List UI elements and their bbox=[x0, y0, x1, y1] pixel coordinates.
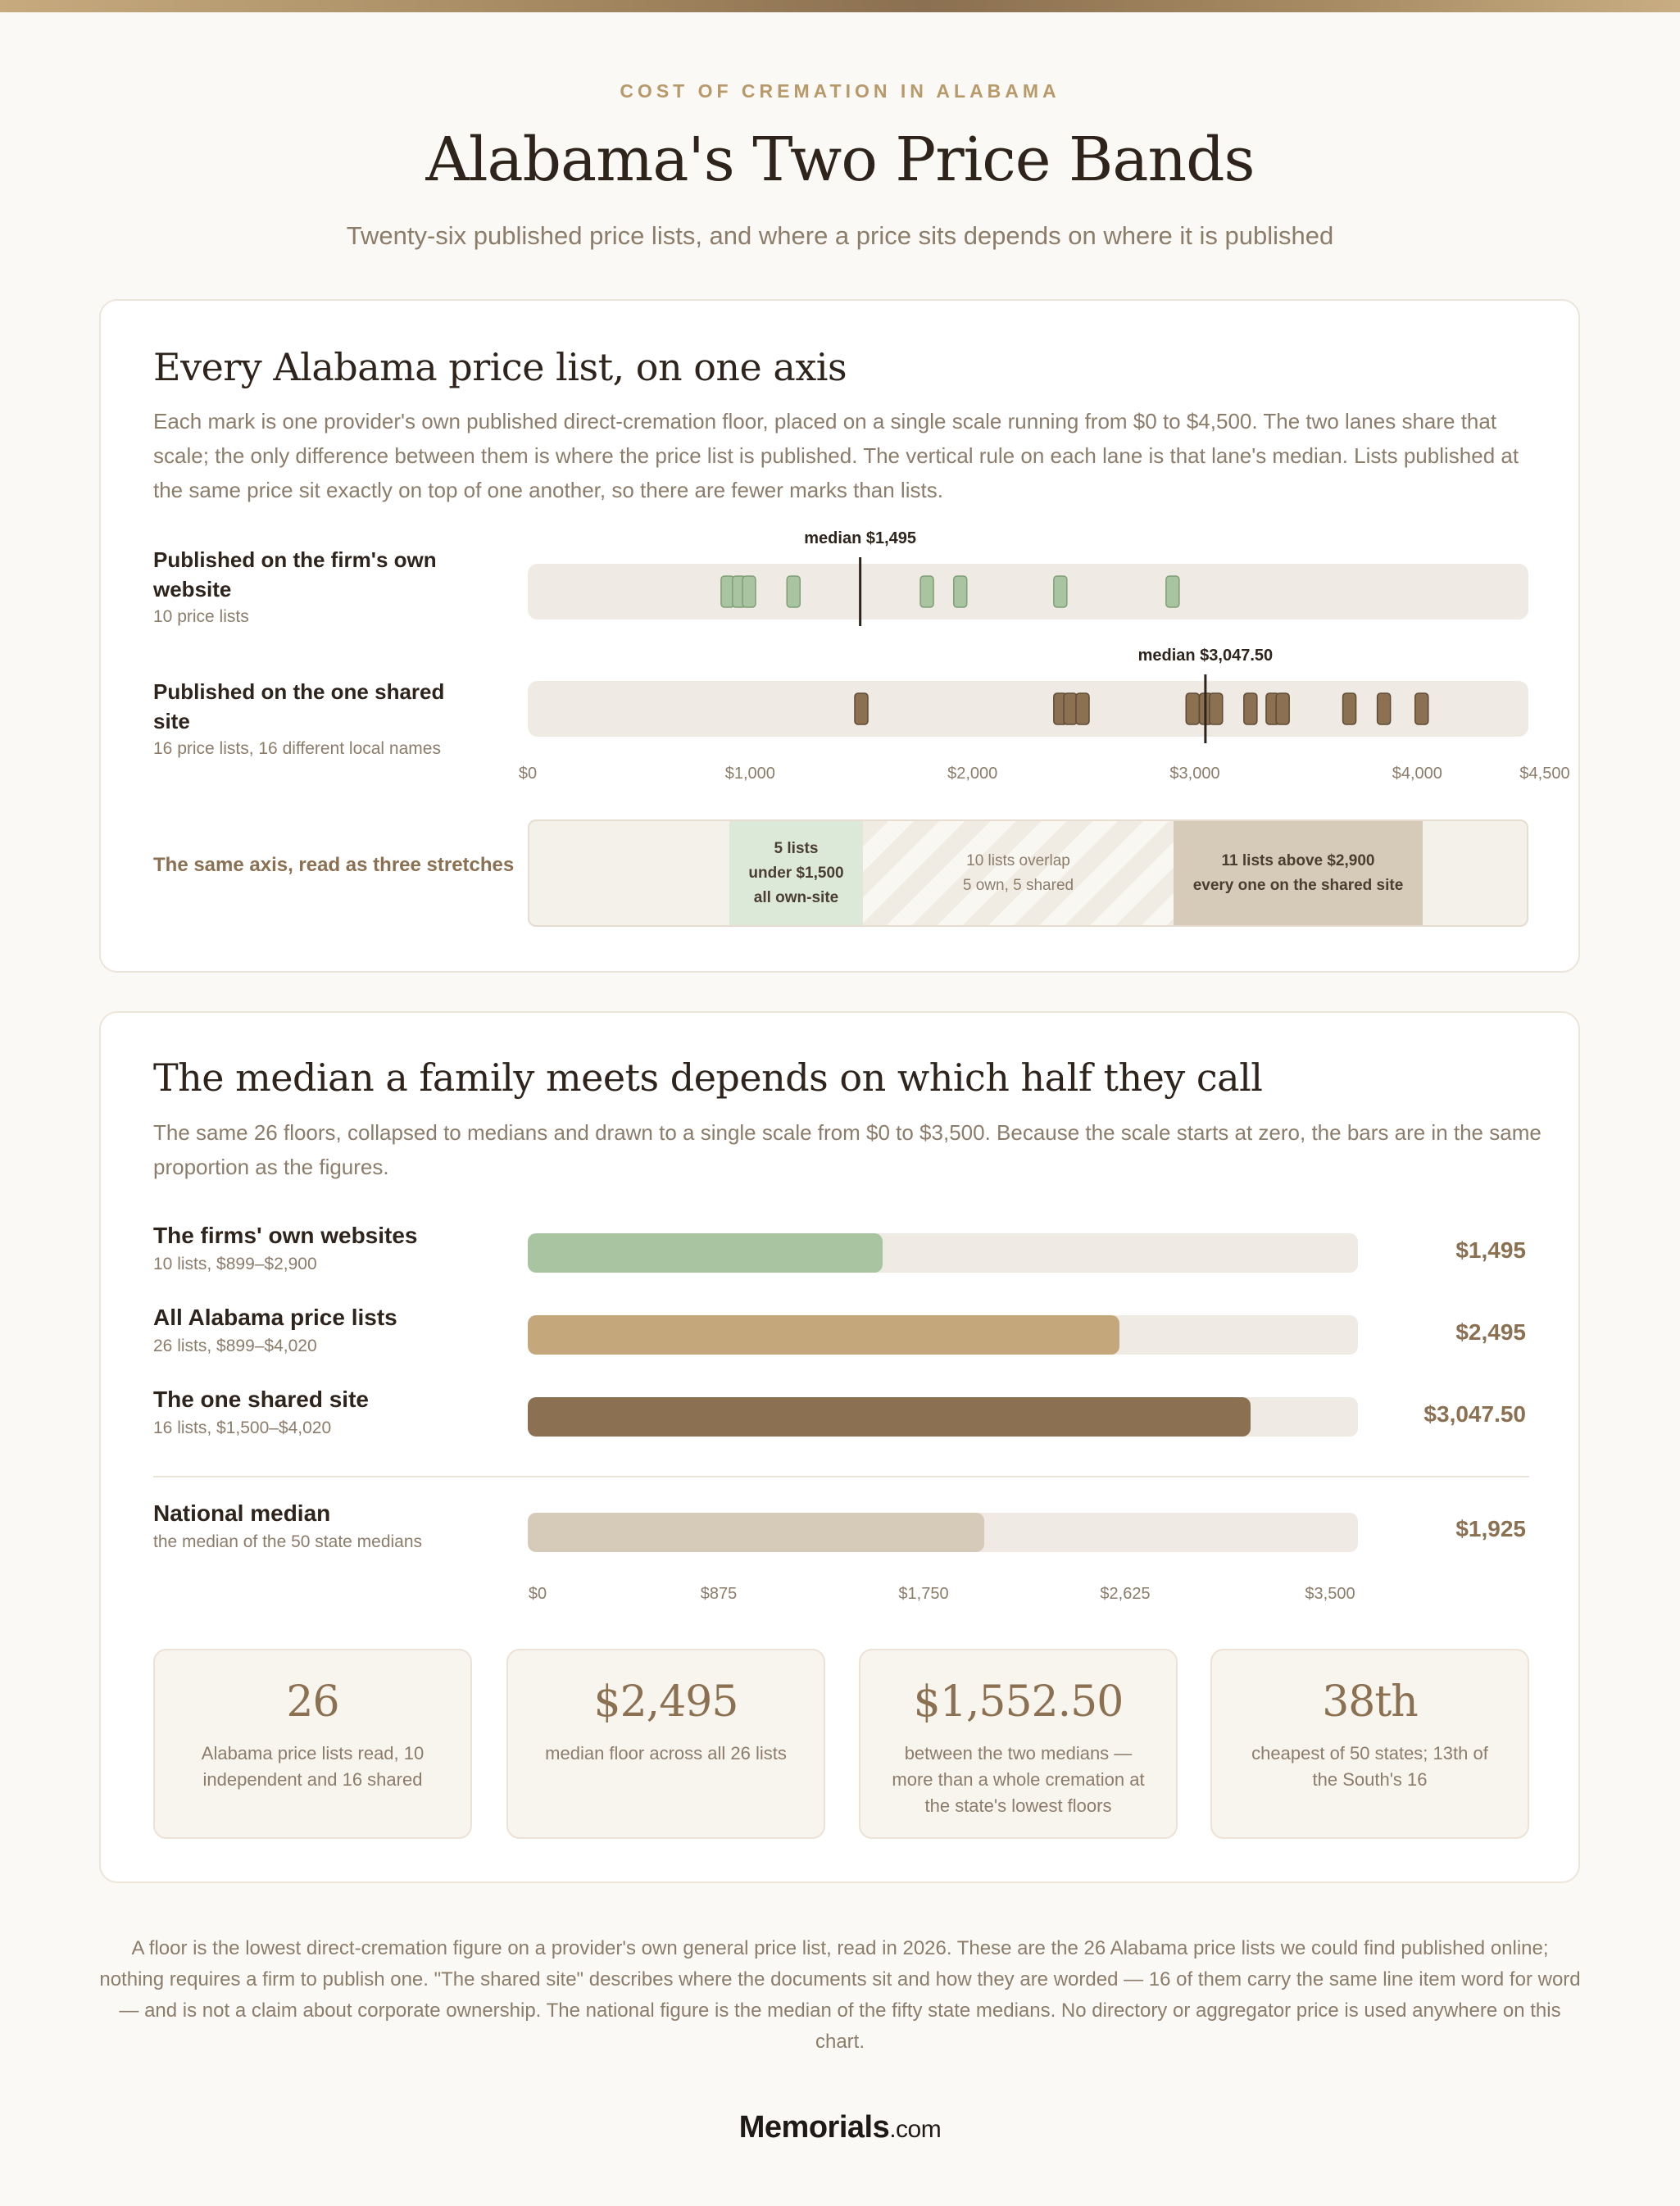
bar-all-title: All Alabama price lists bbox=[153, 1305, 397, 1330]
bar-all-label bbox=[153, 1302, 497, 1359]
bar-national-label bbox=[153, 1498, 497, 1555]
shared-site-mark bbox=[1378, 693, 1391, 724]
bar-own-value: $1,495 bbox=[1455, 1237, 1526, 1263]
bar-own-fill bbox=[528, 1233, 883, 1273]
bar-axis-tick: $2,625 bbox=[1100, 1585, 1151, 1603]
strip-axis-tick: $1,000 bbox=[724, 765, 775, 783]
page-title: Alabama's Two Price Bands bbox=[425, 125, 1255, 195]
bar-axis-tick: $3,500 bbox=[1305, 1585, 1355, 1603]
stat-number: 38th bbox=[1322, 1677, 1418, 1727]
stat-number: 26 bbox=[286, 1677, 339, 1727]
stretch-overlap bbox=[863, 821, 1174, 925]
own-site-mark bbox=[920, 576, 933, 607]
bar-national-fill bbox=[528, 1513, 984, 1552]
own-site-mark bbox=[1166, 576, 1179, 607]
stat-card-median bbox=[506, 1649, 825, 1839]
shared-site-mark bbox=[1343, 693, 1356, 724]
shared-site-mark bbox=[855, 693, 868, 724]
bar-all-track bbox=[528, 1315, 1358, 1355]
stat-card-rank bbox=[1210, 1649, 1529, 1839]
shared-site-mark bbox=[1076, 693, 1089, 724]
logo-name: Memorials bbox=[738, 2110, 890, 2145]
bar-own-sub: 10 lists, $899–$2,900 bbox=[153, 1255, 317, 1273]
bar-shared-sub: 16 lists, $1,500–$4,020 bbox=[153, 1418, 332, 1437]
strip-chart-card bbox=[99, 299, 1580, 973]
footnote: A floor is the lowest direct-cremation figure on a provider's own general price list, read in 2026. These are the 26 Alabama price lists we could find published online; nothing requires a firm to publish one. "The shared site" describes where the documents sit and how they are worded — 16 of them carry the same line item word for word — and is not a claim about corporate ownership. The national figure is the median of the fifty state medians. No directory or aggregator price is used anywhere on this chart. bbox=[99, 1937, 1581, 2053]
stat-text: Alabama price lists read, 10 independent and 16 shared bbox=[201, 1743, 425, 1790]
median-bars-card bbox=[99, 1011, 1580, 1883]
stat-text: between the two medians — more than a whole cremation at the state's lowest floors bbox=[892, 1743, 1145, 1816]
strip-axis-tick: $4,500 bbox=[1519, 765, 1570, 783]
stat-card-gap bbox=[859, 1649, 1178, 1839]
shared-site-mark bbox=[1244, 693, 1257, 724]
bar-axis-tick: $0 bbox=[528, 1585, 547, 1603]
strip-axis-tick: $0 bbox=[518, 765, 538, 783]
lane-own-sub: 10 price lists bbox=[153, 607, 249, 626]
stretch-3-line-2: every one on the shared site bbox=[1192, 876, 1404, 894]
bar-shared-label bbox=[153, 1384, 497, 1441]
bar-national-title: National median bbox=[153, 1500, 331, 1526]
strip-chart bbox=[101, 301, 1582, 809]
stat-text: cheapest of 50 states; 13th of the South's 16 bbox=[1251, 1743, 1488, 1790]
stretch-label: The same axis, read as three stretches bbox=[153, 854, 515, 876]
bar-national-track bbox=[528, 1513, 1358, 1552]
bar-all-sub: 26 lists, $899–$4,020 bbox=[153, 1337, 317, 1355]
stretch-2-line-2: 5 own, 5 shared bbox=[962, 876, 1074, 894]
strip-chart-description: Each mark is one provider's own published direct-cremation floor, placed on a single scale running from $0 to $4,500. The two lanes share that scale; the only difference between them is where the price list is published. The vertical rule on each lane is that lane's median. Lists published at the same price sit exactly on top of one another, so there are fewer marks than lists. bbox=[153, 409, 1519, 502]
shared-site-mark bbox=[1415, 693, 1428, 724]
strip-chart-title: Every Alabama price list, on one axis bbox=[153, 345, 847, 389]
stretch-above-2900 bbox=[1174, 821, 1423, 925]
section-divider bbox=[153, 1476, 1529, 1477]
stretch-1-line-3: all own-site bbox=[753, 888, 839, 906]
shared-site-mark bbox=[1276, 693, 1289, 724]
stretch-2-line-1: 10 lists overlap bbox=[966, 851, 1070, 869]
own-site-mark bbox=[954, 576, 967, 607]
bar-axis-tick: $875 bbox=[700, 1585, 738, 1603]
strip-axis-tick: $2,000 bbox=[947, 765, 998, 783]
lane-shared-title: Published on the one shared site bbox=[153, 679, 445, 733]
page-subtitle: Twenty-six published price lists, and where a price sits depends on where it is published bbox=[346, 221, 1334, 250]
bar-axis-tick: $1,750 bbox=[898, 1585, 949, 1603]
bar-shared-title: The one shared site bbox=[153, 1387, 369, 1412]
stretch-1-line-2: under $1,500 bbox=[748, 864, 844, 882]
bar-national-sub: the median of the 50 state medians bbox=[153, 1532, 423, 1551]
stretch-under-1500 bbox=[729, 821, 863, 925]
lane-own-title: Published on the firm's own website bbox=[153, 547, 437, 601]
bar-own-track bbox=[528, 1233, 1358, 1273]
own-site-mark bbox=[787, 576, 800, 607]
own-site-median-label: median $1,495 bbox=[804, 529, 917, 547]
shared-site-mark bbox=[1210, 693, 1223, 724]
shared-site-median-label: median $3,047.50 bbox=[1137, 647, 1274, 665]
median-bars-description: The same 26 floors, collapsed to medians and drawn to a single scale from $0 to $3,500. Because the scale starts at zero, the bars are in the same proportion as the figures. bbox=[153, 1120, 1542, 1179]
median-bars-title: The median a family meets depends on which half they call bbox=[153, 1055, 1263, 1100]
memorials-logo[interactable] bbox=[0, 2110, 1680, 2145]
stat-card-lists bbox=[153, 1649, 472, 1839]
shared-site-mark bbox=[1064, 693, 1077, 724]
bar-national-value: $1,925 bbox=[1455, 1516, 1526, 1541]
bar-shared-track bbox=[528, 1397, 1358, 1437]
stat-text: median floor across all 26 lists bbox=[545, 1743, 787, 1763]
own-site-mark bbox=[742, 576, 756, 607]
strip-axis-tick: $3,000 bbox=[1169, 765, 1220, 783]
stat-number: $2,495 bbox=[593, 1677, 738, 1727]
stretch-3-line-1: 11 lists above $2,900 bbox=[1221, 851, 1375, 869]
bar-all-value: $2,495 bbox=[1455, 1319, 1526, 1345]
bar-shared-fill bbox=[528, 1397, 1251, 1437]
stretch-1-line-1: 5 lists bbox=[774, 839, 819, 857]
eyebrow: COST OF CREMATION IN ALABAMA bbox=[620, 80, 1060, 102]
logo-suffix: .com bbox=[889, 2116, 942, 2143]
stretches-band bbox=[528, 819, 1528, 927]
bar-shared-value: $3,047.50 bbox=[1423, 1401, 1526, 1427]
top-accent-bar bbox=[0, 0, 1680, 12]
lane-shared-sub: 16 price lists, 16 different local names bbox=[153, 739, 441, 758]
own-site-mark bbox=[1054, 576, 1067, 607]
strip-axis-tick: $4,000 bbox=[1392, 765, 1442, 783]
bar-own-label bbox=[153, 1220, 497, 1278]
bar-own-title: The firms' own websites bbox=[153, 1223, 418, 1248]
shared-site-mark bbox=[1186, 693, 1199, 724]
stat-number: $1,552.50 bbox=[913, 1677, 1124, 1727]
bar-all-fill bbox=[528, 1315, 1119, 1355]
